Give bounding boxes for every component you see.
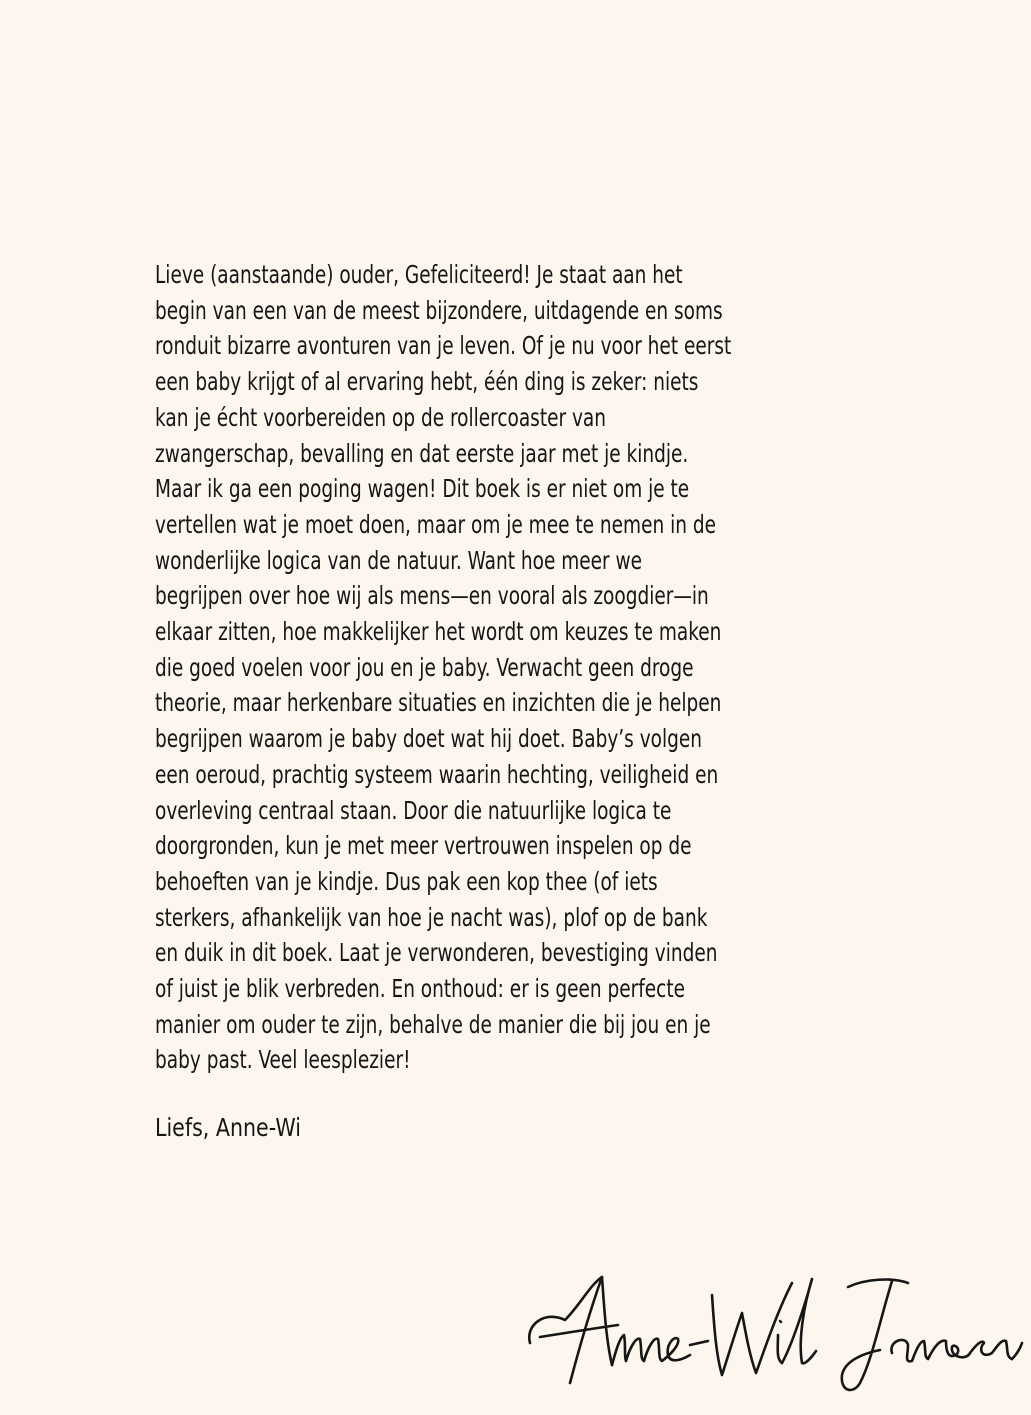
letter-body [155, 257, 835, 1078]
letter-line: behoeften van je kindje. Dus pak een kop thee (of iets [155, 866, 658, 896]
signature-drawing [520, 1265, 1025, 1405]
letter-line: of juist je blik verbreden. En onthoud: er is geen perfecte [155, 974, 686, 1004]
letter-line: doorgronden, kun je met meer vertrouwen inspelen op de [155, 831, 692, 861]
letter-line: sterkers, afhankelijk van hoe je nacht was), plof op de bank [155, 902, 708, 932]
letter-line: manier om ouder te zijn, behalve de manier die bij jou en je [155, 1009, 711, 1039]
letter-line: ronduit bizarre avonturen van je leven. Of je nu voor het eerst [155, 331, 732, 361]
letter-line: theorie, maar herkenbare situaties en inzichten die je helpen [155, 688, 722, 718]
letter-line: een oeroud, prachtig systeem waarin hechting, veiligheid en [155, 759, 719, 789]
letter-line: wonderlijke logica van de natuur. Want hoe meer we [155, 545, 643, 575]
letter-line: overleving centraal staan. Door die natuurlijke logica te [155, 795, 672, 825]
letter-line: begrijpen waarom je baby doet wat hij doet. Baby’s volgen [155, 724, 703, 754]
letter-line: kan je écht voorbereiden op de rollercoaster van [155, 402, 607, 432]
handwritten-signature [520, 1265, 1025, 1405]
letter-closing: Liefs, Anne-Wi [155, 1113, 301, 1142]
letter-line: elkaar zitten, hoe makkelijker het wordt om keuzes te maken [155, 617, 722, 647]
letter-line: zwangerschap, bevalling en dat eerste jaar met je kindje. [155, 438, 689, 468]
letter-line: die goed voelen voor jou en je baby. Verwacht geen droge [155, 652, 694, 682]
letter-line: begin van een van de meest bijzondere, uitdagende en soms [155, 295, 723, 325]
letter-line: begrijpen over hoe wij als mens—en vooral als zoogdier—in [155, 581, 709, 611]
letter-line: baby past. Veel leesplezier! [155, 1045, 411, 1075]
letter-line: een baby krijgt of al ervaring hebt, één ding is zeker: niets [155, 367, 699, 397]
letter-line: Maar ik ga een poging wagen! Dit boek is er niet om je te [155, 474, 690, 504]
letter-line: en duik in dit boek. Laat je verwonderen, bevestiging vinden [155, 938, 718, 968]
letter-line: vertellen wat je moet doen, maar om je mee te nemen in de [155, 509, 717, 539]
letter-line: Lieve (aanstaande) ouder, Gefeliciteerd! Je staat aan het [155, 260, 683, 289]
